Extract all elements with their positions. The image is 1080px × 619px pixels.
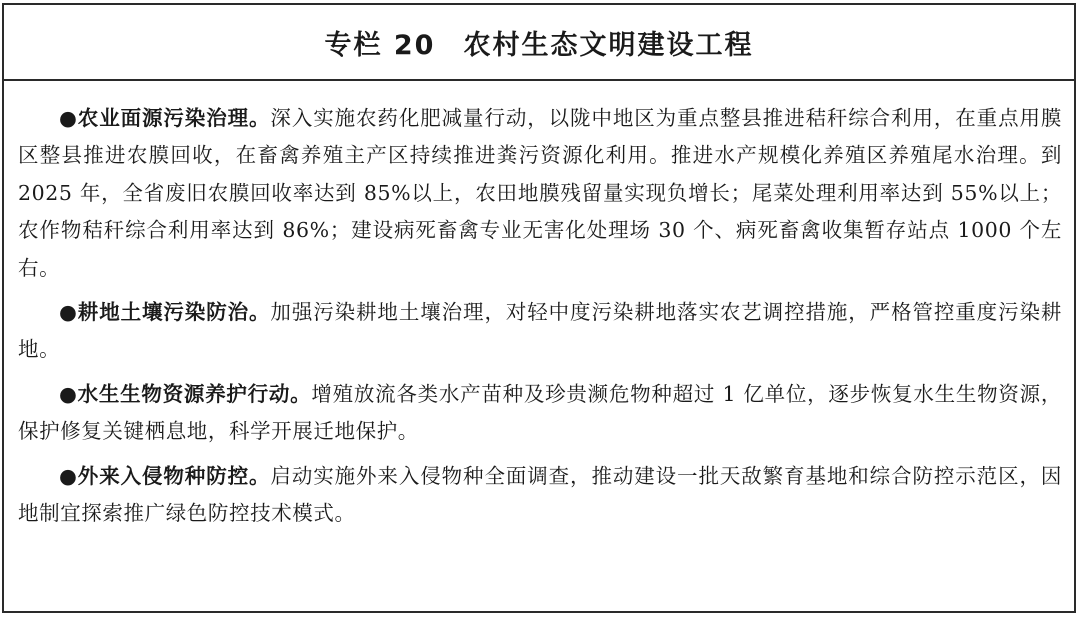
section-invasive-species — [18, 458, 1062, 533]
section-body: 加强污染耕地土壤治理，对轻中度污染耕地落实农艺调控措施，严格管控重度污染耕地。 — [18, 300, 1062, 362]
bullet-icon: ● — [59, 381, 78, 406]
column-content — [4, 81, 1074, 532]
section-heading: 农业面源污染治理。 — [77, 106, 271, 130]
section-body: 深入实施农药化肥减量行动，以陇中地区为重点整县推进秸秆综合利用，在重点用膜区整县推进农膜回收，在畜禽养殖主产区持续推进粪污资源化利用。推进水产规模化养殖区养殖尾水治理。到 2025 年，全省废旧农膜回收率达到 85%以上，农田地膜残留量实现负增长；尾菜处理利用率达到 55%以上；农作物秸秆综合利用率达到 86%；建设病死畜禽专业无害化处理场 30 个、病死畜禽收集暂存站点 1000 个左右。 — [18, 106, 1062, 280]
section-soil-pollution — [18, 294, 1062, 369]
section-heading: 水生生物资源养护行动。 — [77, 381, 312, 406]
column-number: 专栏 20 — [324, 29, 436, 61]
bullet-icon: ● — [59, 463, 78, 488]
section-agri-pollution — [18, 100, 1062, 287]
section-body: 增殖放流各类水产苗种及珍贵濒危物种超过 1 亿单位，逐步恢复水生生物资源，保护修复关键栖息地，科学开展迁地保护。 — [18, 381, 1062, 444]
section-heading: 耕地土壤污染防治。 — [77, 300, 271, 325]
column-title — [4, 5, 1074, 81]
column-heading: 农村生态文明建设工程 — [463, 29, 754, 61]
section-aquatic-resources — [18, 376, 1062, 451]
section-heading: 外来入侵物种防控。 — [77, 463, 271, 488]
section-body: 启动实施外来入侵物种全面调查，推动建设一批天敌繁育基地和综合防控示范区，因地制宜探索推广绿色防控技术模式。 — [18, 463, 1062, 526]
bullet-icon: ● — [59, 106, 78, 130]
column-box — [2, 3, 1076, 613]
bullet-icon: ● — [59, 300, 78, 325]
